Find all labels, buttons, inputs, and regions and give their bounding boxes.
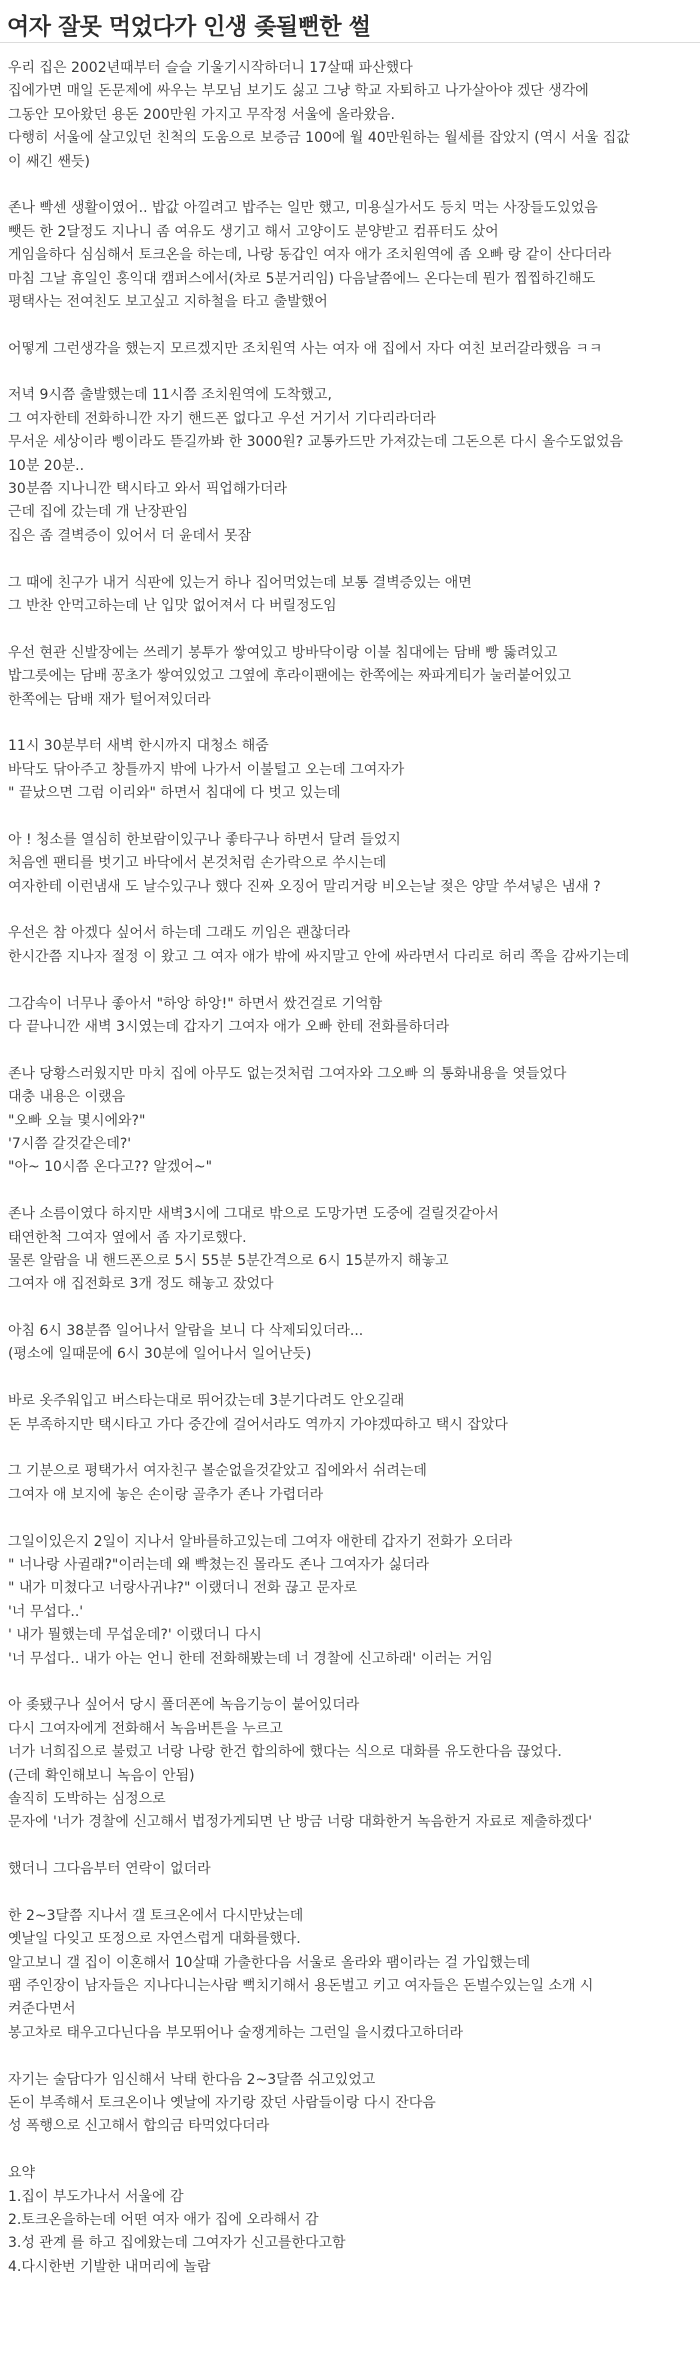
paragraph-spacer [8, 899, 700, 922]
post-text-line: 처음엔 팬티를 벗기고 바닥에서 본것처럼 손가락으로 쑤시는데 [8, 855, 387, 872]
post-paragraph [8, 338, 700, 361]
post-text-line: 아 좆됐구나 싶어서 당시 폴더폰에 녹음기능이 붙어있더라 [8, 1697, 360, 1714]
post-text-line: 밥그릇에는 담배 꽁초가 쌓여있었고 그옆에 후라이팬에는 한쪽에는 짜파게티가 눌러붙어있고 [8, 668, 572, 685]
post-text-line: 존나 소름이였다 하지만 새벽3시에 그대로 밖으로 도망가면 도중에 걸릴것같아서 [8, 1206, 499, 1223]
post-paragraph [8, 1203, 700, 1297]
post-text-line: 존나 당황스러웠지만 마치 집에 아무도 없는것처럼 그여자와 그오빠 의 통화내용을 엿들었다 [8, 1065, 567, 1082]
post-text-line: 1.집이 부도가나서 서울에 감 [8, 2188, 184, 2205]
post-text-line: 봉고차로 태우고다닌다음 부모뛰어나 술쟁게하는 그런일 을시켰다고하더라 [8, 2024, 464, 2041]
paragraph-spacer [8, 712, 700, 735]
paragraph-spacer [8, 174, 700, 197]
post-text-line: 뺏든 한 2달정도 지나니 좀 여유도 생기고 해서 고양이도 분양받고 컴퓨터도 샀어 [8, 223, 499, 240]
post-text-line: 솔직히 도박하는 심정으로 [8, 1790, 166, 1807]
post-paragraph [8, 735, 700, 805]
post-text-line: 성 폭행으로 신고해서 합의금 타먹었다더라 [8, 2118, 270, 2135]
post-text-line: 팸 주인장이 남자들은 지나다니는사람 뻑치기해서 용돈벌고 키고 여자들은 돈벌수있는일 소개 시 [8, 1978, 594, 1995]
post-text-line: 켜준다면서 [8, 2001, 76, 2018]
post-text-line: 다 끝나니깐 새벽 3시였는데 갑자기 그여자 애가 오빠 한테 전화를하더라 [8, 1019, 450, 1036]
post-paragraph [8, 197, 700, 314]
paragraph-spacer [8, 2139, 700, 2162]
post-text-line: 바로 옷주워입고 버스타는대로 뛰어갔는데 3분기다려도 안오길래 [8, 1393, 405, 1410]
post-text-line: 다행히 서울에 살고있던 친척의 도움으로 보증금 100에 월 40만원하는 월세를 잡았지 (역시 서울 집값 [8, 130, 630, 147]
paragraph-spacer [8, 806, 700, 829]
post-text-line: "아~ 10시쯤 온다고?? 알겠어~" [8, 1159, 213, 1176]
post-text-line: 우리 집은 2002년때부터 슬슬 기울기시작하더니 17살때 파산했다 [8, 60, 413, 76]
post-text-line: 옛날일 다잊고 또정으로 자연스럽게 대화를했다. [8, 1931, 301, 1948]
post-text-line: 아침 6시 38분쯤 일어나서 알람을 보니 다 삭제되있더라... [8, 1323, 364, 1340]
post-text-line: 30분쯤 지나니깐 택시타고 와서 픽업해가더라 [8, 481, 288, 498]
post-text-line: 그동안 모아왔던 용돈 200만원 가지고 무작정 서울에 올라왔음. [8, 106, 395, 123]
post-text-line: 2.토크온을하는데 어떤 여자 애가 집에 오라해서 감 [8, 2211, 319, 2228]
post-text-line: 돈 부족하지만 택시타고 가다 중간에 걸어서라도 역까지 가야겠따하고 택시 잡았다 [8, 1416, 508, 1433]
post-text-line: 그여자 애 집전화로 3개 정도 해놓고 잤었다 [8, 1276, 274, 1293]
post-text-line: " 너나랑 사귈래?"이러는데 왜 빡쳤는진 몰라도 존나 그여자가 싫더라 [8, 1557, 430, 1573]
post-text-line: 대충 내용은 이랬음 [8, 1089, 126, 1106]
paragraph-spacer [8, 1437, 700, 1460]
paragraph-spacer [8, 1835, 700, 1858]
post-text-line: 했더니 그다음부터 연락이 없더라 [8, 1861, 211, 1878]
post-text-line: 3.성 관계 를 하고 집에왔는데 그여자가 신고를한다고함 [8, 2235, 346, 2252]
post-paragraph [8, 1858, 700, 1881]
post-text-line: 이 쌔긴 쌘듯) [8, 153, 90, 170]
post-text-line: (평소에 일때문에 6시 30분에 일어나서 일어난듯) [8, 1346, 312, 1363]
post-text-line: '너 무섭다.. 내가 아는 언니 한테 전화해봤는데 너 경찰에 신고하래' 이러는 거임 [8, 1650, 493, 1667]
post-text-line: '너 무섭다..' [8, 1603, 84, 1620]
post-text-line: (근데 확인해보니 녹음이 안됨) [8, 1767, 195, 1784]
post-paragraph [8, 1063, 700, 1180]
post-text-line: 게임을하다 심심해서 토크온을 하는데, 나랑 동갑인 여자 애가 조치원역에 좀 오빠 랑 같이 산다더라 [8, 247, 612, 264]
post-text-line: 태연한척 그여자 옆에서 좀 자기로했다. [8, 1229, 247, 1246]
post-paragraph [8, 384, 700, 548]
paragraph-spacer [8, 2045, 700, 2068]
post-text-line: 그 기분으로 평택가서 여자친구 볼순없을것같았고 집에와서 쉬려는데 [8, 1463, 427, 1480]
post-paragraph [8, 993, 700, 1040]
post-paragraph [8, 1320, 700, 1367]
paragraph-spacer [8, 1507, 700, 1530]
post-paragraph [8, 642, 700, 712]
post-text-line: ' 내가 뭘했는데 무섭운데?' 이랬더니 다시 [8, 1627, 262, 1644]
post-text-line: 그여자 애 보지에 놓은 손이랑 골추가 존나 가렵더라 [8, 1486, 324, 1503]
post-text-line: "오빠 오늘 몇시에와?" [8, 1112, 146, 1129]
paragraph-spacer [8, 314, 700, 337]
post-text-line: 우선 현관 신발장에는 쓰레기 봉투가 쌓여있고 방바닥이랑 이불 침대에는 담배 빵 뚫려있고 [8, 644, 558, 661]
paragraph-spacer [8, 1671, 700, 1694]
post-text-line: 그감속이 너무나 좋아서 "하앙 하앙!" 하면서 쌌건걸로 기억함 [8, 995, 383, 1012]
post-text-line: 그 여자한테 전화하니깐 자기 핸드폰 없다고 우선 거기서 기다리라더라 [8, 410, 436, 427]
post-text-line: 집에가면 매일 돈문제에 싸우는 부모님 보기도 싫고 그냥 학교 자퇴하고 나가살아야 겠단 생각에 [8, 83, 589, 100]
post-text-line: 그일이있은지 2일이 지나서 알바를하고있는데 그여자 애한테 갑자기 전화가 오더라 [8, 1533, 513, 1550]
paragraph-spacer [8, 1881, 700, 1904]
paragraph-spacer [8, 1297, 700, 1320]
post-body [0, 43, 700, 2279]
post-paragraph [8, 2069, 700, 2139]
post-title: 여자 잘못 먹었다가 인생 좆될뻔한 썰 [7, 14, 371, 40]
paragraph-spacer [8, 1039, 700, 1062]
paragraph-spacer [8, 618, 700, 641]
post-paragraph [8, 2162, 700, 2279]
post-text-line: 아 ! 청소를 열심히 한보람이있구나 좋타구나 하면서 달려 들었지 [8, 831, 401, 848]
post-text-line: 여자한테 이런냄새 도 날수있구나 했다 진짜 오징어 말리거랑 비오는날 젖은 양말 쑤셔넣은 냄새 ? [8, 878, 601, 895]
post-text-line: 바닥도 닦아주고 창틀까지 밖에 나가서 이불털고 오는데 그여자가 [8, 761, 405, 778]
post-text-line: '7시쯤 갈것같은데?' [8, 1135, 132, 1152]
paragraph-spacer [8, 548, 700, 571]
post-text-line: 요약 [8, 2165, 36, 2182]
post-text-line: 알고보니 갤 집이 이혼해서 10살때 가출한다음 서울로 올라와 팸이라는 걸 가입했는데 [8, 1954, 531, 1971]
post-paragraph [8, 57, 700, 174]
post-text-line: 너가 너희집으로 불렀고 너랑 나랑 한건 합의하에 했다는 식으로 대화를 유도한다음 끊었다. [8, 1744, 562, 1761]
paragraph-spacer [8, 361, 700, 384]
post-text-line: 존나 빡센 생활이였어.. 밥값 아낄려고 밥주는 일만 했고, 미용실가서도 등치 먹는 사장들도있었음 [8, 200, 598, 217]
post-text-line: 10분 20분.. [8, 457, 85, 474]
post-text-line: 물론 알람을 내 핸드폰으로 5시 55분 5분간격으로 6시 15분까지 해놓고 [8, 1252, 449, 1269]
post-text-line: 집은 좀 결벽증이 있어서 더 윤데서 못잠 [8, 527, 252, 544]
post-text-line: 4.다시한번 기발한 내머리에 놀람 [8, 2258, 211, 2275]
post-text-line: 자기는 술담다가 임신해서 낙태 한다음 2~3달쯤 쉬고있었고 [8, 2071, 376, 2088]
post-paragraph [8, 1390, 700, 1437]
paragraph-spacer [8, 1180, 700, 1203]
post-text-line: 한 2~3달쯤 지나서 갤 토크온에서 다시만났는데 [8, 1907, 304, 1924]
post-paragraph [8, 1905, 700, 2045]
post-text-line: " 내가 미쳤다고 너랑사귀냐?" 이랬더니 전화 끊고 문자로 [8, 1580, 357, 1597]
post-text-line: 어떻게 그런생각을 했는지 모르겠지만 조치원역 사는 여자 애 집에서 자다 여친 보러갈라했음 ㅋㅋ [8, 340, 603, 357]
post-text-line: 무서운 세상이라 삥이라도 뜯길까봐 한 3000원? 교통카드만 가져갔는데 그돈으론 다시 올수도없었음 [8, 434, 623, 451]
paragraph-spacer [8, 969, 700, 992]
post-paragraph [8, 1694, 700, 1834]
post-text-line: 11시 30분부터 새벽 한시까지 대청소 해줌 [8, 738, 269, 755]
post-text-line: 그 반찬 안먹고하는데 난 입맛 없어져서 다 버릴정도임 [8, 597, 337, 614]
post-paragraph [8, 1531, 700, 1671]
post-text-line: 우선은 참 아겠다 싶어서 하는데 그래도 끼임은 괜찮더라 [8, 925, 351, 942]
post-text-line: 다시 그여자에게 전화해서 녹음버튼을 누르고 [8, 1720, 283, 1737]
post-paragraph [8, 572, 700, 619]
post-text-line: 돈이 부족해서 토크온이나 옛날에 자기랑 잤던 사람들이랑 다시 잔다음 [8, 2094, 436, 2111]
post-paragraph [8, 829, 700, 899]
post-text-line: 문자에 '너가 경찰에 신고해서 법정가게되면 난 방금 너랑 대화한거 녹음한거 자료로 제출하겠다' [8, 1814, 593, 1831]
post-text-line: 그 때에 친구가 내거 식판에 있는거 하나 집어먹었는데 보통 결벽증있는 애면 [8, 574, 472, 591]
post-text-line: 근데 집에 갔는데 개 난장판임 [8, 504, 189, 521]
post-paragraph [8, 922, 700, 969]
post-text-line: 저녁 9시쯤 출발했는데 11시쯤 조치원역에 도착했고, [8, 387, 332, 404]
post-text-line: 평택사는 전여친도 보고싶고 지하철을 타고 출발했어 [8, 293, 328, 310]
paragraph-spacer [8, 1367, 700, 1390]
post-text-line: 한쪽에는 담배 재가 털어져있더라 [8, 691, 211, 708]
post-text-line: 마침 그날 휴일인 홍익대 캠퍼스에서(차로 5분거리임) 다음날쯤에느 온다는데 뭔가 찝찝하긴해도 [8, 270, 596, 287]
post-text-line: 한시간쯤 지나자 절정 이 왔고 그 여자 애가 밖에 싸지말고 안에 싸라면서 다리로 허리 쪽을 감싸기는데 [8, 948, 630, 965]
post-paragraph [8, 1460, 700, 1507]
post-text-line: " 끝났으면 그럼 이리와" 하면서 침대에 다 벗고 있는데 [8, 785, 341, 802]
